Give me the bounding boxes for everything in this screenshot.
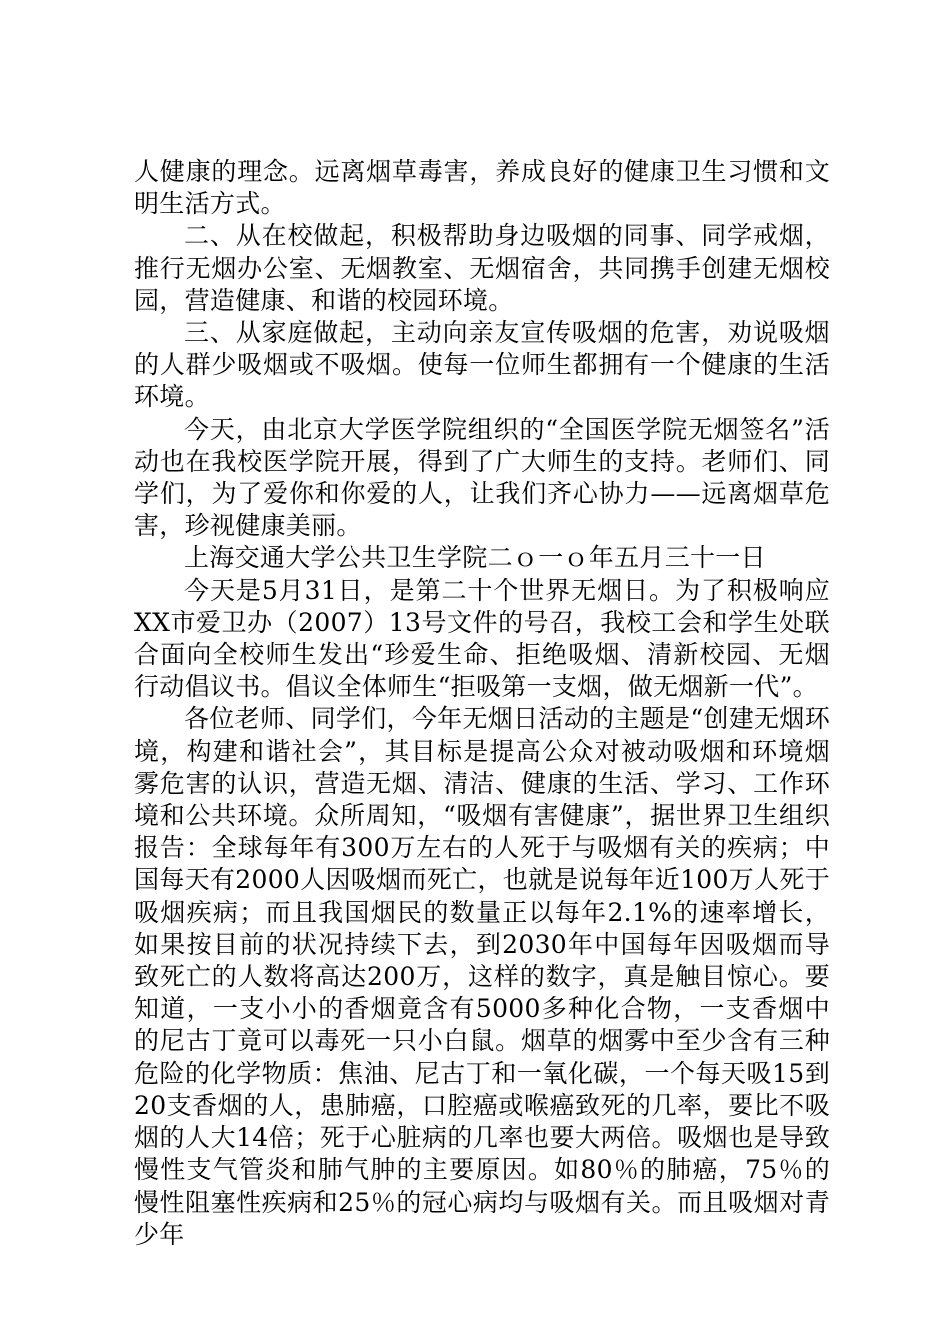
paragraph-signature-campaign: 今天，由北京大学医学院组织的“全国医学院无烟签名”活动也在我校医学院开展，得到了广大师生的支持。老师们、同学们，为了爱你和你爱的人，让我们齐心协力——远离烟草危害，珍视健康美丽。 <box>134 414 830 541</box>
paragraph-school-initiative: 二、从在校做起，积极帮助身边吸烟的同事、同学戒烟，推行无烟办公室、无烟教室、无烟宿舍，共同携手创建无烟校园，营造健康、和谐的校园环境。 <box>134 221 830 315</box>
paragraph-signature-line: 上海交通大学公共卫生学院二ｏ一ｏ年五月三十一日 <box>184 543 766 573</box>
paragraph-healthy-lifestyle: 人健康的理念。远离烟草毒害，养成良好的健康卫生习惯和文明生活方式。 <box>134 157 830 219</box>
paragraph-smoking-harm-facts: 各位老师、同学们，今年无烟日活动的主题是“创建无烟环境，构建和谐社会”，其目标是提高公众对被动吸烟和环境烟雾危害的认识，营造无烟、清洁、健康的生活、学习、工作环境和公共环境。众所周知，“吸烟有害健康”，据世界卫生组织报告：全球每年有300万左右的人死于与吸烟有关的疾病；中国每天有2000人因吸烟而死亡，也就是说每年近100万人死于吸烟疾病；而且我国烟民的数量正以每年2.1%的速率增长，如果按目前的状况持续下去，到2030年中国每年因吸烟而导致死亡的人数将高达200万，这样的数字，真是触目惊心。要知道，一支小小的香烟竟含有5000多种化合物，一支香烟中的尼古丁竟可以毒死一只小白鼠。烟草的烟雾中至少含有三种危险的化学物质：焦油、尼古丁和一氧化碳，一个每天吸15到20支香烟的人，患肺癌，口腔癌或喉癌致死的几率，要比不吸烟的人大14倍；死于心脏病的几率也要大两倍。吸烟也是导致慢性支气管炎和肺气肿的主要原因。如80％的肺癌，75％的慢性阻塞性疾病和25％的冠心病均与吸烟有关。而且吸烟对青少年 <box>134 704 830 1249</box>
paragraph-world-no-tobacco-day: 今天是5月31日，是第二十个世界无烟日。为了积极响应XX市爱卫办（2007）13号文件的号召，我校工会和学生处联合面向全校师生发出“珍爱生命、拒绝吸烟、清新校园、无烟行动倡议书。倡议全体师生“拒吸第一支烟，做无烟新一代”。 <box>134 575 830 702</box>
document-body <box>134 156 830 1251</box>
paragraph-family-initiative: 三、从家庭做起，主动向亲友宣传吸烟的危害，劝说吸烟的人群少吸烟或不吸烟。使每一位师生都拥有一个健康的生活环境。 <box>134 318 830 412</box>
